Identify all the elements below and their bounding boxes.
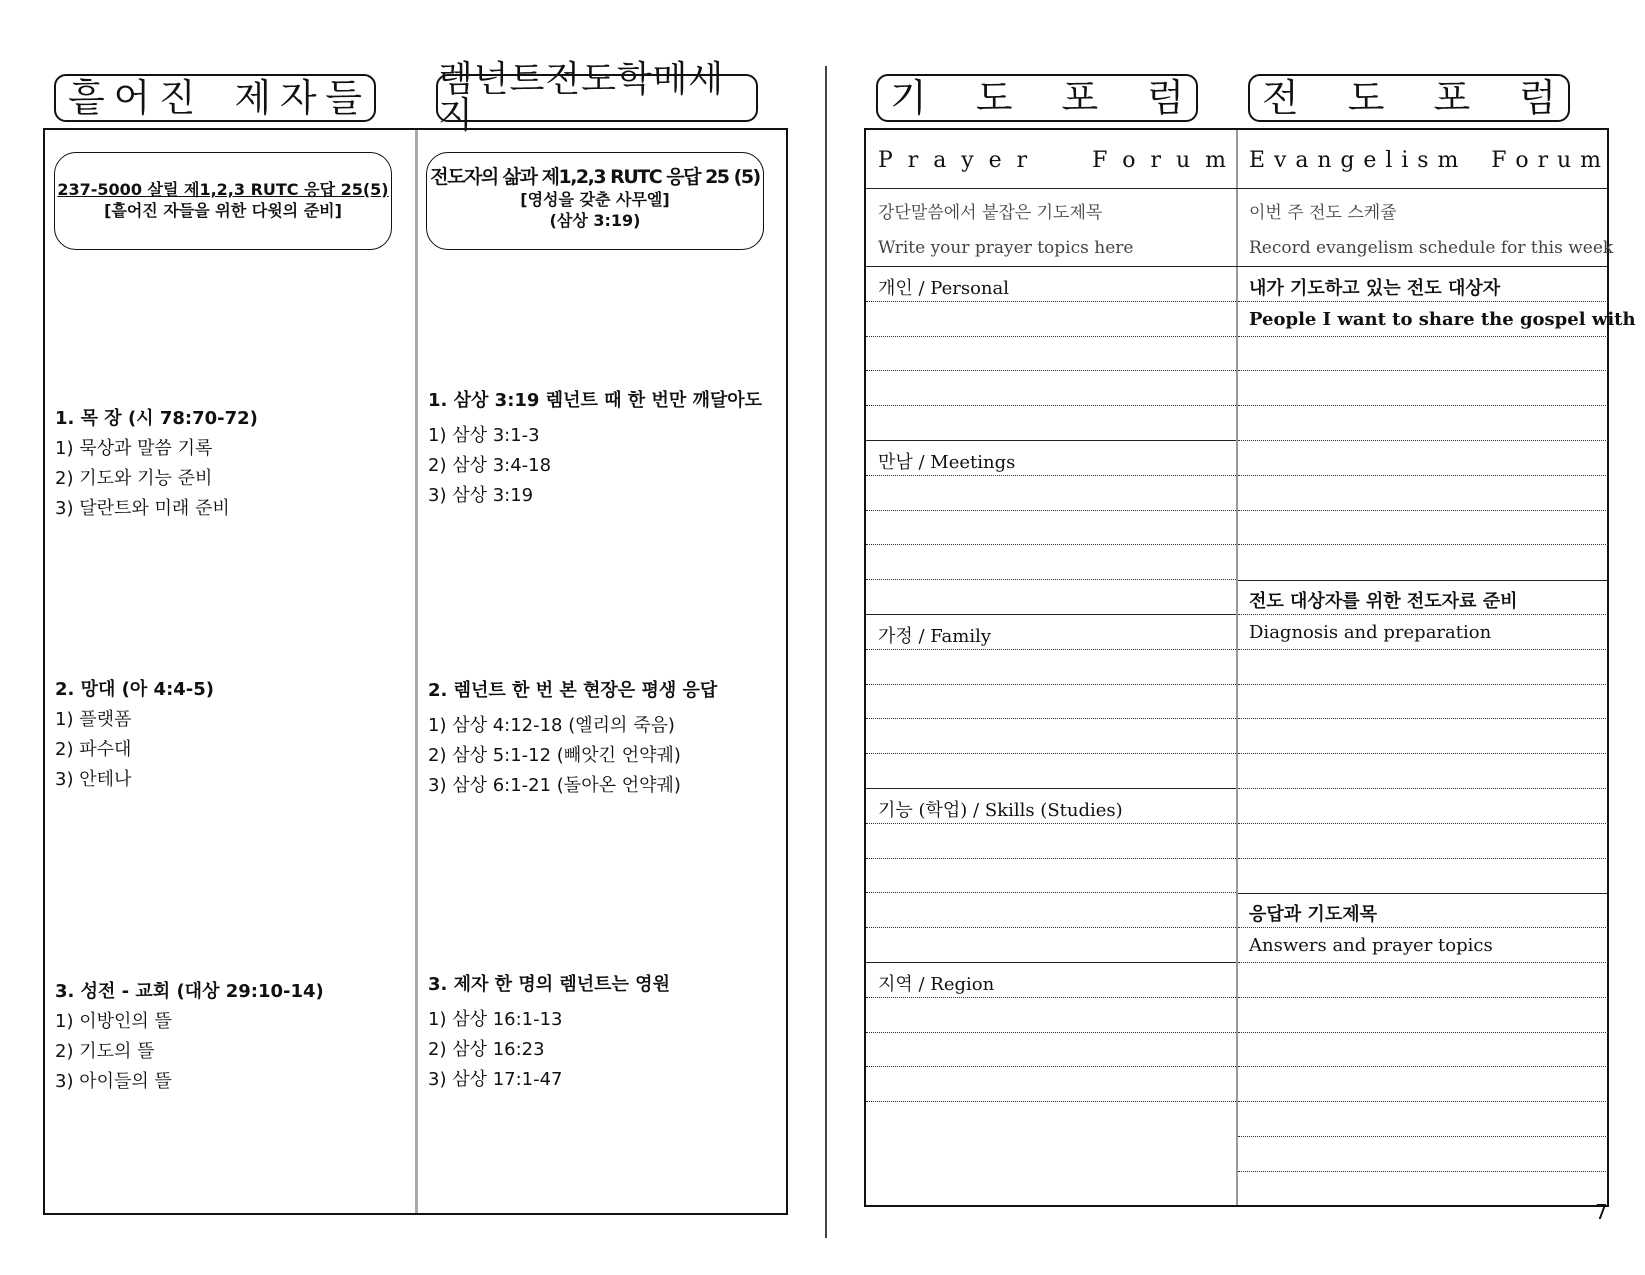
category-personal: 개인 / Personal xyxy=(878,278,1009,299)
section-item: 2) 기도와 기능 준비 xyxy=(55,468,213,489)
message-subtitle: [흩어진 자들을 위한 다윗의 준비] xyxy=(104,201,342,220)
section-item: 1) 이방인의 뜰 xyxy=(55,1011,172,1032)
section-item: 2) 삼상 3:4-18 xyxy=(428,455,552,476)
section-item: 2) 삼상 16:23 xyxy=(428,1039,545,1060)
message-subtitle: [영성을 갖춘 사무엘] xyxy=(520,190,670,209)
header-prayer-forum xyxy=(876,74,1198,122)
section-item: 3) 삼상 6:1-21 (돌아온 언약궤) xyxy=(428,775,681,796)
dotted-writing-line xyxy=(866,858,1236,859)
section-item: 3) 안테나 xyxy=(55,769,132,790)
header-char: 포 xyxy=(1433,76,1471,120)
section-rule xyxy=(866,962,1236,963)
section-title: 1. 삼상 3:19 렘넌트 때 한 번만 깨달아도 xyxy=(428,390,763,411)
header-char: 럼 xyxy=(1147,76,1184,120)
dotted-writing-line xyxy=(1238,440,1608,441)
section-title: 3. 제자 한 명의 렘넌트는 영원 xyxy=(428,974,670,995)
section-item: 1) 플랫폼 xyxy=(55,709,132,730)
page-number: 7 xyxy=(1595,1200,1608,1224)
dotted-writing-line xyxy=(1238,510,1608,511)
dotted-writing-line xyxy=(1238,614,1608,615)
category-region: 지역 / Region xyxy=(878,974,995,995)
header-char: 자 xyxy=(279,76,317,120)
message-title: 237-5000 살릴 제1,2,3 RUTC 응답 25(5) xyxy=(57,180,389,199)
message-title-box xyxy=(426,152,764,250)
section-item: 1) 삼상 3:1-3 xyxy=(428,425,540,446)
header-remnant-message xyxy=(436,59,758,136)
dotted-writing-line xyxy=(866,336,1236,337)
dotted-writing-line xyxy=(1238,788,1608,789)
dotted-writing-line xyxy=(866,649,1236,650)
section-item: 3) 삼상 3:19 xyxy=(428,485,534,506)
section-rule xyxy=(866,788,1236,789)
section-item: 1) 삼상 4:12-18 (엘리의 죽음) xyxy=(428,715,675,736)
dotted-writing-line xyxy=(1238,823,1608,824)
dotted-writing-line xyxy=(1238,753,1608,754)
dotted-writing-line xyxy=(1238,1136,1608,1137)
header-char: 진 xyxy=(158,76,196,120)
dotted-writing-line xyxy=(866,544,1236,545)
dotted-writing-line xyxy=(866,684,1236,685)
section-title: 3. 성전 - 교회 (대상 29:10-14) xyxy=(55,981,324,1002)
header-text: 렘넌트전도학메세지 xyxy=(438,59,725,136)
dotted-writing-line xyxy=(866,301,1236,302)
dotted-writing-line xyxy=(866,475,1236,476)
header-char: 들 xyxy=(325,76,362,120)
section-item: 2) 파수대 xyxy=(55,739,132,760)
section-item: 1) 묵상과 말씀 기록 xyxy=(55,438,213,459)
dotted-writing-line xyxy=(866,370,1236,371)
header-char: 어 xyxy=(113,76,151,120)
section-rule xyxy=(1238,893,1608,894)
dotted-writing-line xyxy=(1238,1066,1608,1067)
dotted-writing-line xyxy=(1238,1032,1608,1033)
evangelism-targets-ko: 내가 기도하고 있는 전도 대상자 xyxy=(1249,278,1501,299)
column-divider xyxy=(415,130,418,1213)
dotted-writing-line xyxy=(1238,336,1608,337)
category-meetings: 만남 / Meetings xyxy=(878,452,1016,473)
dotted-writing-line xyxy=(1238,405,1608,406)
header-char: 흩 xyxy=(68,76,105,120)
dotted-writing-line xyxy=(1238,997,1608,998)
prayer-subtitle-en: Write your prayer topics here xyxy=(878,238,1134,258)
header-char: 제 xyxy=(234,76,272,120)
dotted-writing-line xyxy=(866,510,1236,511)
category-skills: 기능 (학업) / Skills (Studies) xyxy=(878,800,1123,821)
header-char: 전 xyxy=(1262,76,1299,120)
prayer-forum-title: P r a y e r F o r u m xyxy=(878,148,1226,173)
forum-subtitle-rule xyxy=(866,266,1608,267)
section-rule xyxy=(1238,580,1608,581)
evangelism-subtitle-en: Record evangelism schedule for this week xyxy=(1249,238,1614,258)
dotted-writing-line xyxy=(866,927,1236,928)
evangelism-prep-ko: 전도 대상자를 위한 전도자료 준비 xyxy=(1249,591,1518,612)
prayer-subtitle-ko: 강단말씀에서 붙잡은 기도제목 xyxy=(878,203,1103,223)
dotted-writing-line xyxy=(1238,927,1608,928)
category-family: 가정 / Family xyxy=(878,626,992,647)
section-item: 3) 달란트와 미래 준비 xyxy=(55,498,230,519)
evangelism-forum-title: E v a n g e l i s m F o r u m xyxy=(1249,148,1601,173)
section-item: 3) 삼상 17:1-47 xyxy=(428,1069,563,1090)
dotted-writing-line xyxy=(866,1066,1236,1067)
forum-column-divider xyxy=(1236,130,1238,1205)
forum-title-rule xyxy=(866,188,1608,189)
dotted-writing-line xyxy=(866,892,1236,893)
evangelism-answers-ko: 응답과 기도제목 xyxy=(1249,904,1377,925)
page-divider xyxy=(825,66,827,1238)
message-title: 전도자의 삶과 제1,2,3 RUTC 응답 25 (5) xyxy=(430,166,760,188)
section-title: 2. 렘넌트 한 번 본 현장은 평생 응답 xyxy=(428,680,718,701)
dotted-writing-line xyxy=(866,753,1236,754)
dotted-writing-line xyxy=(866,823,1236,824)
header-char: 도 xyxy=(1347,76,1385,120)
dotted-writing-line xyxy=(1238,649,1608,650)
header-scattered-disciples xyxy=(54,74,376,122)
section-item: 1) 삼상 16:1-13 xyxy=(428,1009,563,1030)
evangelism-targets-en: People I want to share the gospel with xyxy=(1249,309,1636,330)
dotted-writing-line xyxy=(1238,858,1608,859)
evangelism-answers-en: Answers and prayer topics xyxy=(1249,935,1493,956)
dotted-writing-line xyxy=(1238,544,1608,545)
dotted-writing-line xyxy=(1238,1101,1608,1102)
section-item: 2) 기도의 뜰 xyxy=(55,1041,155,1062)
dotted-writing-line xyxy=(866,1101,1236,1102)
section-item: 3) 아이들의 뜰 xyxy=(55,1071,172,1092)
message-title-box xyxy=(54,152,392,250)
dotted-writing-line xyxy=(1238,684,1608,685)
header-evangelism-forum xyxy=(1248,74,1570,122)
evangelism-subtitle-ko: 이번 주 전도 스케쥴 xyxy=(1249,203,1397,223)
dotted-writing-line xyxy=(1238,475,1608,476)
section-title: 2. 망대 (아 4:4-5) xyxy=(55,679,215,700)
dotted-writing-line xyxy=(866,405,1236,406)
section-title: 1. 목 장 (시 78:70-72) xyxy=(55,408,258,429)
section-rule xyxy=(866,440,1236,441)
dotted-writing-line xyxy=(1238,301,1608,302)
section-rule xyxy=(866,614,1236,615)
evangelism-prep-en: Diagnosis and preparation xyxy=(1249,622,1492,643)
header-char: 포 xyxy=(1061,76,1099,120)
dotted-writing-line xyxy=(1238,370,1608,371)
section-item: 2) 삼상 5:1-12 (빼앗긴 언약궤) xyxy=(428,745,681,766)
header-char: 럼 xyxy=(1519,76,1556,120)
dotted-writing-line xyxy=(866,1032,1236,1033)
header-char: 기 xyxy=(890,76,927,120)
header-char: 도 xyxy=(975,76,1013,120)
message-reference: (삼상 3:19) xyxy=(549,211,641,230)
dotted-writing-line xyxy=(1238,1171,1608,1172)
dotted-writing-line xyxy=(866,997,1236,998)
dotted-writing-line xyxy=(1238,962,1608,963)
dotted-writing-line xyxy=(866,718,1236,719)
dotted-writing-line xyxy=(1238,718,1608,719)
dotted-writing-line xyxy=(866,579,1236,580)
